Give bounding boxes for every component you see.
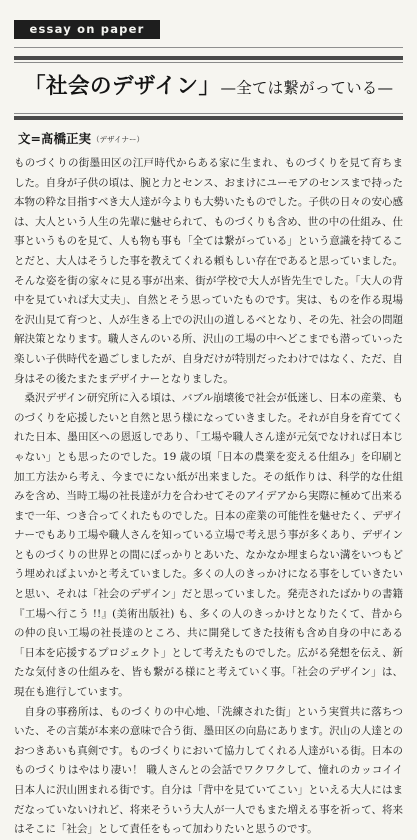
essay-paragraph: 自身の事務所は、ものづくりの中心地、「洗練された街」という実質共に落ちついた、その言葉が本来の意味で合う街、墨田区の向島にあります。沢山の人達とのおつきあいも真剣です。ものづくりにおいて協力してくれる人達がいる街。日本のものづくりはやはり凄い！ 職人さんとの会話でワクワクして、憧れのカッコイイ日本人に沢山囲まれる街です。自分は「背中を見ていてこい」といえる大人にはまだなっていないけれど、将来そういう大人が一人でもまた増える事を祈って、将来はそこに「社会」として責任をもって加わりたいと思うのです。 bbox=[14, 705, 403, 836]
essay-paragraph: ものづくりの街墨田区の江戸時代からある家に生まれ、ものづくりを見て育ちました。自身が子供の頃は、腕と力とセンス、おまけにユーモアのセンスまで持った本物の粋な目指すべき大人達が今よりも大勢いたものでした。子供の日々の安心感は、大人という人生の先輩に魅せられて、ものづくりも含め、世の中の仕組み、仕事というものを見て、人も物も事も「全ては繋がっている」という意識を持てることだと、大人はそうした事を教えてくれる頼もしい存在であると思っていました。そんな姿を街の家々に見る事が出来、街が学校で大人が皆先生でした。「大人の背中を見ていれば大丈夫」、自然とそう思っていたものです。実は、ものを作る現場を沢山見て育つと、人が生きる上での沢山の道しるべとなり、その先、社会の問題解決策となります。職人さんのいる所、沢山の工場の中へどこまでも潜っていった楽しい子供時代を過ごしましたが、自身だけが特別だったわけではなく、ただ、自身はその後たまたまデザイナーとなりました。 bbox=[14, 157, 403, 385]
essay-title-subtitle: —全ては繋がっている— bbox=[220, 79, 394, 97]
author-byline bbox=[18, 130, 144, 149]
header-rule bbox=[14, 47, 403, 48]
essay-title bbox=[24, 70, 393, 105]
essay-body bbox=[14, 154, 403, 840]
essay-paragraph: 桑沢デザイン研究所に入る頃は、バブル崩壊後で社会が低迷し、日本の産業、ものづくりを応援したいと自然と思う様になっていきました。それが自身を育ててくれた日本、墨田区への恩返しであり、「工場や職人さん達が元気でなければ日本じゃない」とも思ったのでした。19 歳の頃「日本の農業を変える仕組み」を印刷と加工方法から考え、今までにない紙が出来ました。その紙作りは、科学的な仕組みを含め、当時工場の社長達が力を合わせてそのアイデアから実際に極めて出来るまで一年、つき合ってくれたものでした。日本の産業の可能性を魅せたく、デザイナーでもあり工場や職人さんを知っている立場で考え思う事が多くあり、デザインとものづくりの世界との間にぽっかりとあいた、なかなか埋まらない溝をいつもどう埋めればよいかと考えていました。多くの人のきっかけになる事をしていきたいと思い、それは「社会のデザイン」だと思っていました。発売されたばかりの書籍『工場へ行こう !!』(美術出版社) も、多くの人のきっかけとなりたくて、昔からの仲の良い工場の社長達のところ、共に開発してきた技術も含め自身の中にある「日本を応援するプロジェクト」として考えたものでした。広がる発想を伝え、新たな気付きの仕組みを、皆も繋がる様にと考えていく事。「社会のデザイン」は、現在も進行しています。 bbox=[14, 392, 403, 699]
title-frame-inner-top-rule bbox=[14, 62, 403, 63]
title-frame bbox=[14, 56, 403, 120]
author-role: （デザイナー） bbox=[91, 135, 144, 144]
series-label: essay on paper bbox=[14, 20, 160, 39]
title-frame-inner-bottom-rule bbox=[14, 113, 403, 114]
essay-title-main: 「社会のデザイン」 bbox=[24, 74, 221, 99]
author-name: 文=髙橋正実 bbox=[18, 131, 91, 146]
